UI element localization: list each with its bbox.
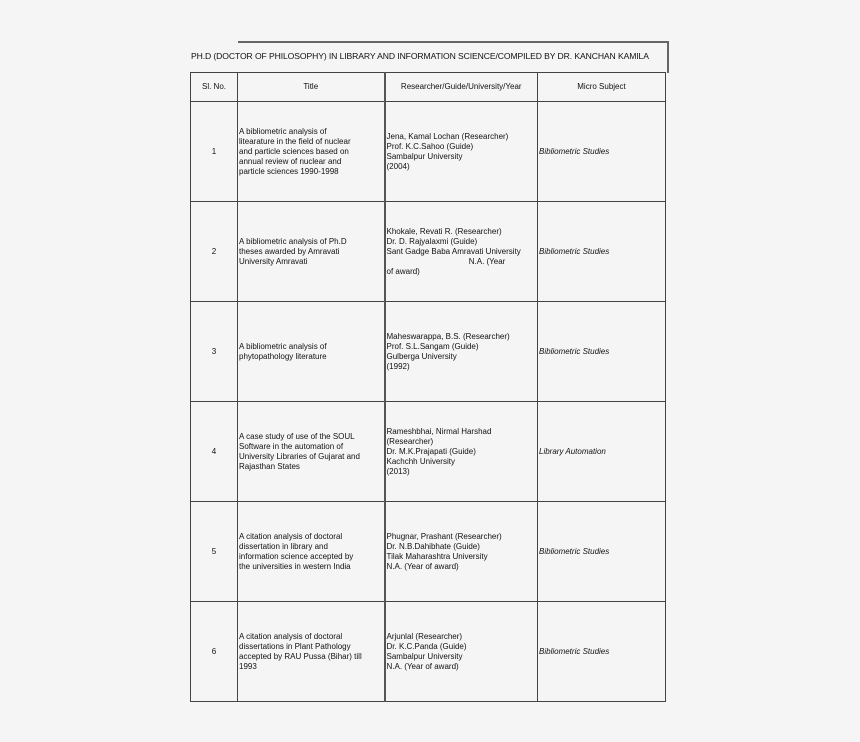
- document-title: PH.D (DOCTOR OF PHILOSOPHY) IN LIBRARY AND INFORMATION SCIENCE/COMPILED BY DR. KANCHAN KAMILA: [191, 51, 649, 61]
- header-sl-no: Sl. No.: [191, 73, 238, 102]
- cell-micro-subject: Bibliometric Studies: [538, 302, 666, 402]
- cell-sl-no: 4: [191, 402, 238, 502]
- title-line: annual review of nuclear and: [239, 156, 342, 166]
- table-row: [191, 402, 666, 502]
- cell-researcher: [385, 202, 538, 302]
- title-right-border: [667, 41, 669, 73]
- table-row: [191, 302, 666, 402]
- cell-sl-no: 2: [191, 202, 238, 302]
- title-line: the universities in western India: [239, 561, 351, 571]
- cell-micro-subject: Bibliometric Studies: [538, 602, 666, 702]
- researcher-line: (2013): [386, 466, 410, 476]
- researcher-line: N.A. (Year of award): [386, 561, 459, 571]
- cell-title: [238, 102, 385, 202]
- researcher-line: Khokale, Revati R. (Researcher): [386, 226, 502, 236]
- title-line: A bibliometric analysis of Ph.D: [239, 236, 347, 246]
- phd-table: [190, 72, 666, 702]
- cell-researcher: [385, 302, 538, 402]
- researcher-line: Gulberga University: [386, 351, 457, 361]
- header-micro-subject: Micro Subject: [538, 73, 666, 102]
- title-line: and particle sciences based on: [239, 146, 349, 156]
- researcher-line: Jena, Kamal Lochan (Researcher): [386, 131, 509, 141]
- researcher-line: Dr. N.B.Dahibhate (Guide): [386, 541, 480, 551]
- researcher-line: (1992): [386, 361, 410, 371]
- cell-micro-subject: Bibliometric Studies: [538, 202, 666, 302]
- researcher-line: Sant Gadge Baba Amravati University: [386, 246, 521, 256]
- cell-title: [238, 302, 385, 402]
- header-row: [191, 73, 666, 102]
- researcher-line: Sambalpur University: [386, 651, 463, 661]
- title-line: Software in the automation of: [239, 441, 344, 451]
- researcher-line: of award): [386, 266, 420, 276]
- title-line: particle sciences 1990-1998: [239, 166, 339, 176]
- researcher-line: Prof. S.L.Sangam (Guide): [386, 341, 479, 351]
- title-line: dissertation in library and: [239, 541, 328, 551]
- cell-sl-no: 6: [191, 602, 238, 702]
- table-row: [191, 602, 666, 702]
- cell-title: [238, 602, 385, 702]
- researcher-line: Arjunlal (Researcher): [386, 631, 463, 641]
- cell-sl-no: 5: [191, 502, 238, 602]
- table-row: [191, 202, 666, 302]
- title-line: Rajasthan States: [239, 461, 300, 471]
- cell-sl-no: 1: [191, 102, 238, 202]
- title-line: A bibliometric analysis of: [239, 341, 327, 351]
- cell-researcher: [385, 602, 538, 702]
- title-line: theses awarded by Amravati: [239, 246, 340, 256]
- title-line: dissertations in Plant Pathology: [239, 641, 351, 651]
- cell-micro-subject: Bibliometric Studies: [538, 502, 666, 602]
- cell-researcher: [385, 102, 538, 202]
- researcher-line: Dr. M.K.Prajapati (Guide): [386, 446, 476, 456]
- title-line: phytopathology literature: [239, 351, 327, 361]
- title-top-border: [238, 41, 669, 43]
- table-row: [191, 102, 666, 202]
- researcher-line: Sambalpur University: [386, 151, 463, 161]
- cell-researcher: [385, 402, 538, 502]
- cell-micro-subject: Bibliometric Studies: [538, 102, 666, 202]
- cell-title: [238, 402, 385, 502]
- table-row: [191, 502, 666, 602]
- researcher-line: N.A. (Year: [386, 256, 506, 266]
- header-title: Title: [238, 73, 385, 102]
- header-researcher: Researcher/Guide/University/Year: [385, 73, 538, 102]
- researcher-line: Rameshbhai, Nirmal Harshad: [386, 426, 492, 436]
- cell-title: [238, 502, 385, 602]
- researcher-line: Dr. K.C.Panda (Guide): [386, 641, 467, 651]
- researcher-line: Kachchh University: [386, 456, 455, 466]
- researcher-line: Phugnar, Prashant (Researcher): [386, 531, 502, 541]
- researcher-line: Dr. D. Rajyalaxmi (Guide): [386, 236, 478, 246]
- researcher-line: (Researcher): [386, 436, 434, 446]
- cell-micro-subject: Library Automation: [538, 402, 666, 502]
- cell-title: [238, 202, 385, 302]
- title-line: A citation analysis of doctoral: [239, 631, 343, 641]
- researcher-line: (2004): [386, 161, 410, 171]
- title-line: accepted by RAU Pussa (Bihar) till: [239, 651, 362, 661]
- cell-researcher: [385, 502, 538, 602]
- title-line: A bibliometric analysis of: [239, 126, 327, 136]
- cell-sl-no: 3: [191, 302, 238, 402]
- title-line: University Libraries of Gujarat and: [239, 451, 360, 461]
- researcher-line: N.A. (Year of award): [386, 661, 459, 671]
- researcher-line: Maheswarappa, B.S. (Researcher): [386, 331, 510, 341]
- title-line: A case study of use of the SOUL: [239, 431, 355, 441]
- researcher-line: Prof. K.C.Sahoo (Guide): [386, 141, 474, 151]
- researcher-line: Tilak Maharashtra University: [386, 551, 488, 561]
- title-line: litearature in the field of nuclear: [239, 136, 351, 146]
- title-line: 1993: [239, 661, 257, 671]
- title-line: University Amravati: [239, 256, 308, 266]
- title-line: A citation analysis of doctoral: [239, 531, 343, 541]
- title-line: information science accepted by: [239, 551, 354, 561]
